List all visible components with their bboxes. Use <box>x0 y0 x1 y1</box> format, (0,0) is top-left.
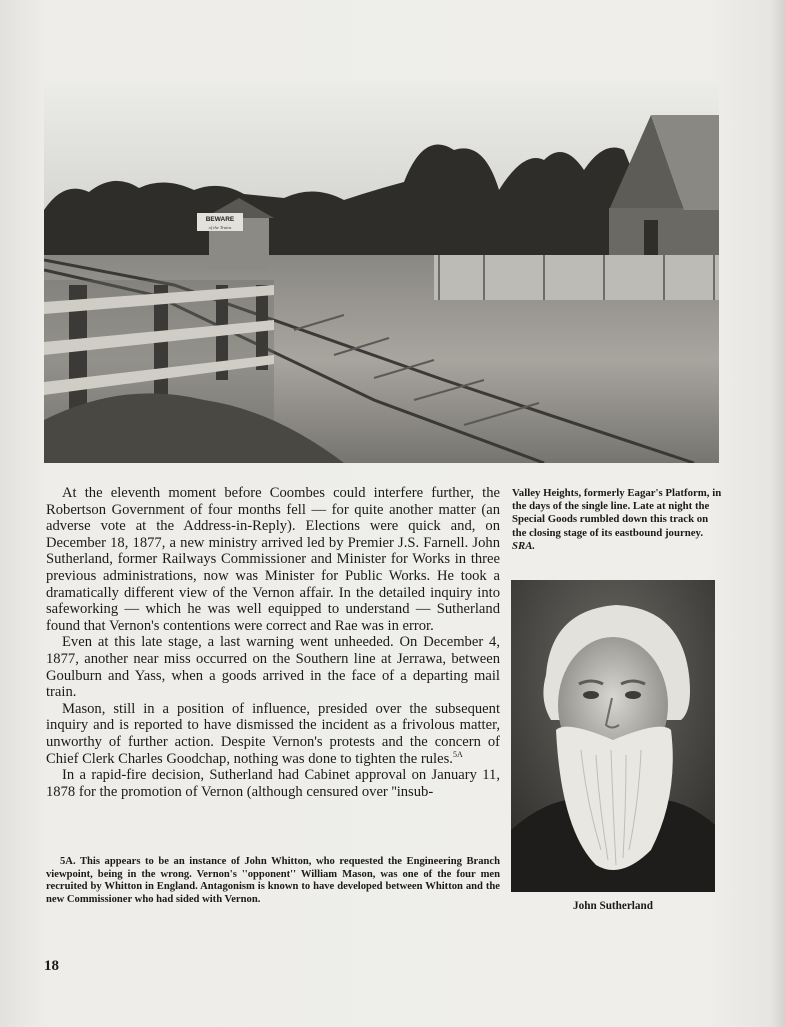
sign-beware: BEWARE <box>205 216 235 223</box>
sign-trains: of the Trains <box>208 225 232 230</box>
photo-valley-heights <box>44 80 719 463</box>
portrait-john-sutherland <box>511 580 715 892</box>
footnote-ref-5a: 5A <box>452 749 463 759</box>
page-spine-shadow <box>771 0 785 1027</box>
railway-photo <box>44 80 719 463</box>
body-text <box>46 485 500 800</box>
paragraph-1: At the eleventh moment before Coombes could interfere further, the Robertson Government of four months fell — for quite another matter (an adverse vote at the Address-in-Reply). Elections were quick and, on December 18, 1877, a new ministry arrived led by Premier J.S. Farnell. John Sutherland, former Railways Commissioner and Minister for Works in three previous administrations, now was Minister for Public Works. He took a dramatically different view of the Vernon affair. In the detailed inquiry into safeworking — which he was well equipped to understand — Sutherland found that Vernon's contentions were correct and Rae was in error. <box>46 485 500 634</box>
caption-text: Valley Heights, formerly Eagar's Platform, in the days of the single line. Late at night the Special Goods rumbled down this track on the closing stage of its eastbound journey. <box>512 487 722 539</box>
paragraph-4: In a rapid-fire decision, Sutherland had Cabinet approval on January 11, 1878 for the promotion of Vernon (although censured over ''insub- <box>46 767 500 800</box>
caption-credit: SRA. <box>512 539 536 552</box>
caption-portrait: John Sutherland <box>573 900 653 912</box>
paragraph-2: Even at this late stage, a last warning went unheeded. On December 4, 1877, another near miss occurred on the Southern line at Jerrawa, between Goulburn and Yass, when a goods arrived in the face of a departing mail train. <box>46 634 500 701</box>
portrait-photo <box>511 580 715 892</box>
footnote-5a: 5A. This appears to be an instance of John Whitton, who requested the Engineering Branch viewpoint, being in the wrong. Vernon's ''opponent'' William Mason, was one of the four men recruited by Whitton in England. Antagonism is known to have developed between Whitton and the new Commissioner who had sided with Vernon. <box>46 856 500 905</box>
paragraph-3 <box>46 701 500 767</box>
page-number: 18 <box>44 958 59 974</box>
paragraph-3-text: Mason, still in a position of influence, presided over the subsequent inquiry and is reported to have dismissed the incident as a frivolous matter, unworthy of further action. Despite Vernon's protests and the concern of Chief Clerk Charles Goodchap, nothing was done to tighten the rules. <box>46 700 500 767</box>
caption-valley-heights <box>512 487 724 553</box>
